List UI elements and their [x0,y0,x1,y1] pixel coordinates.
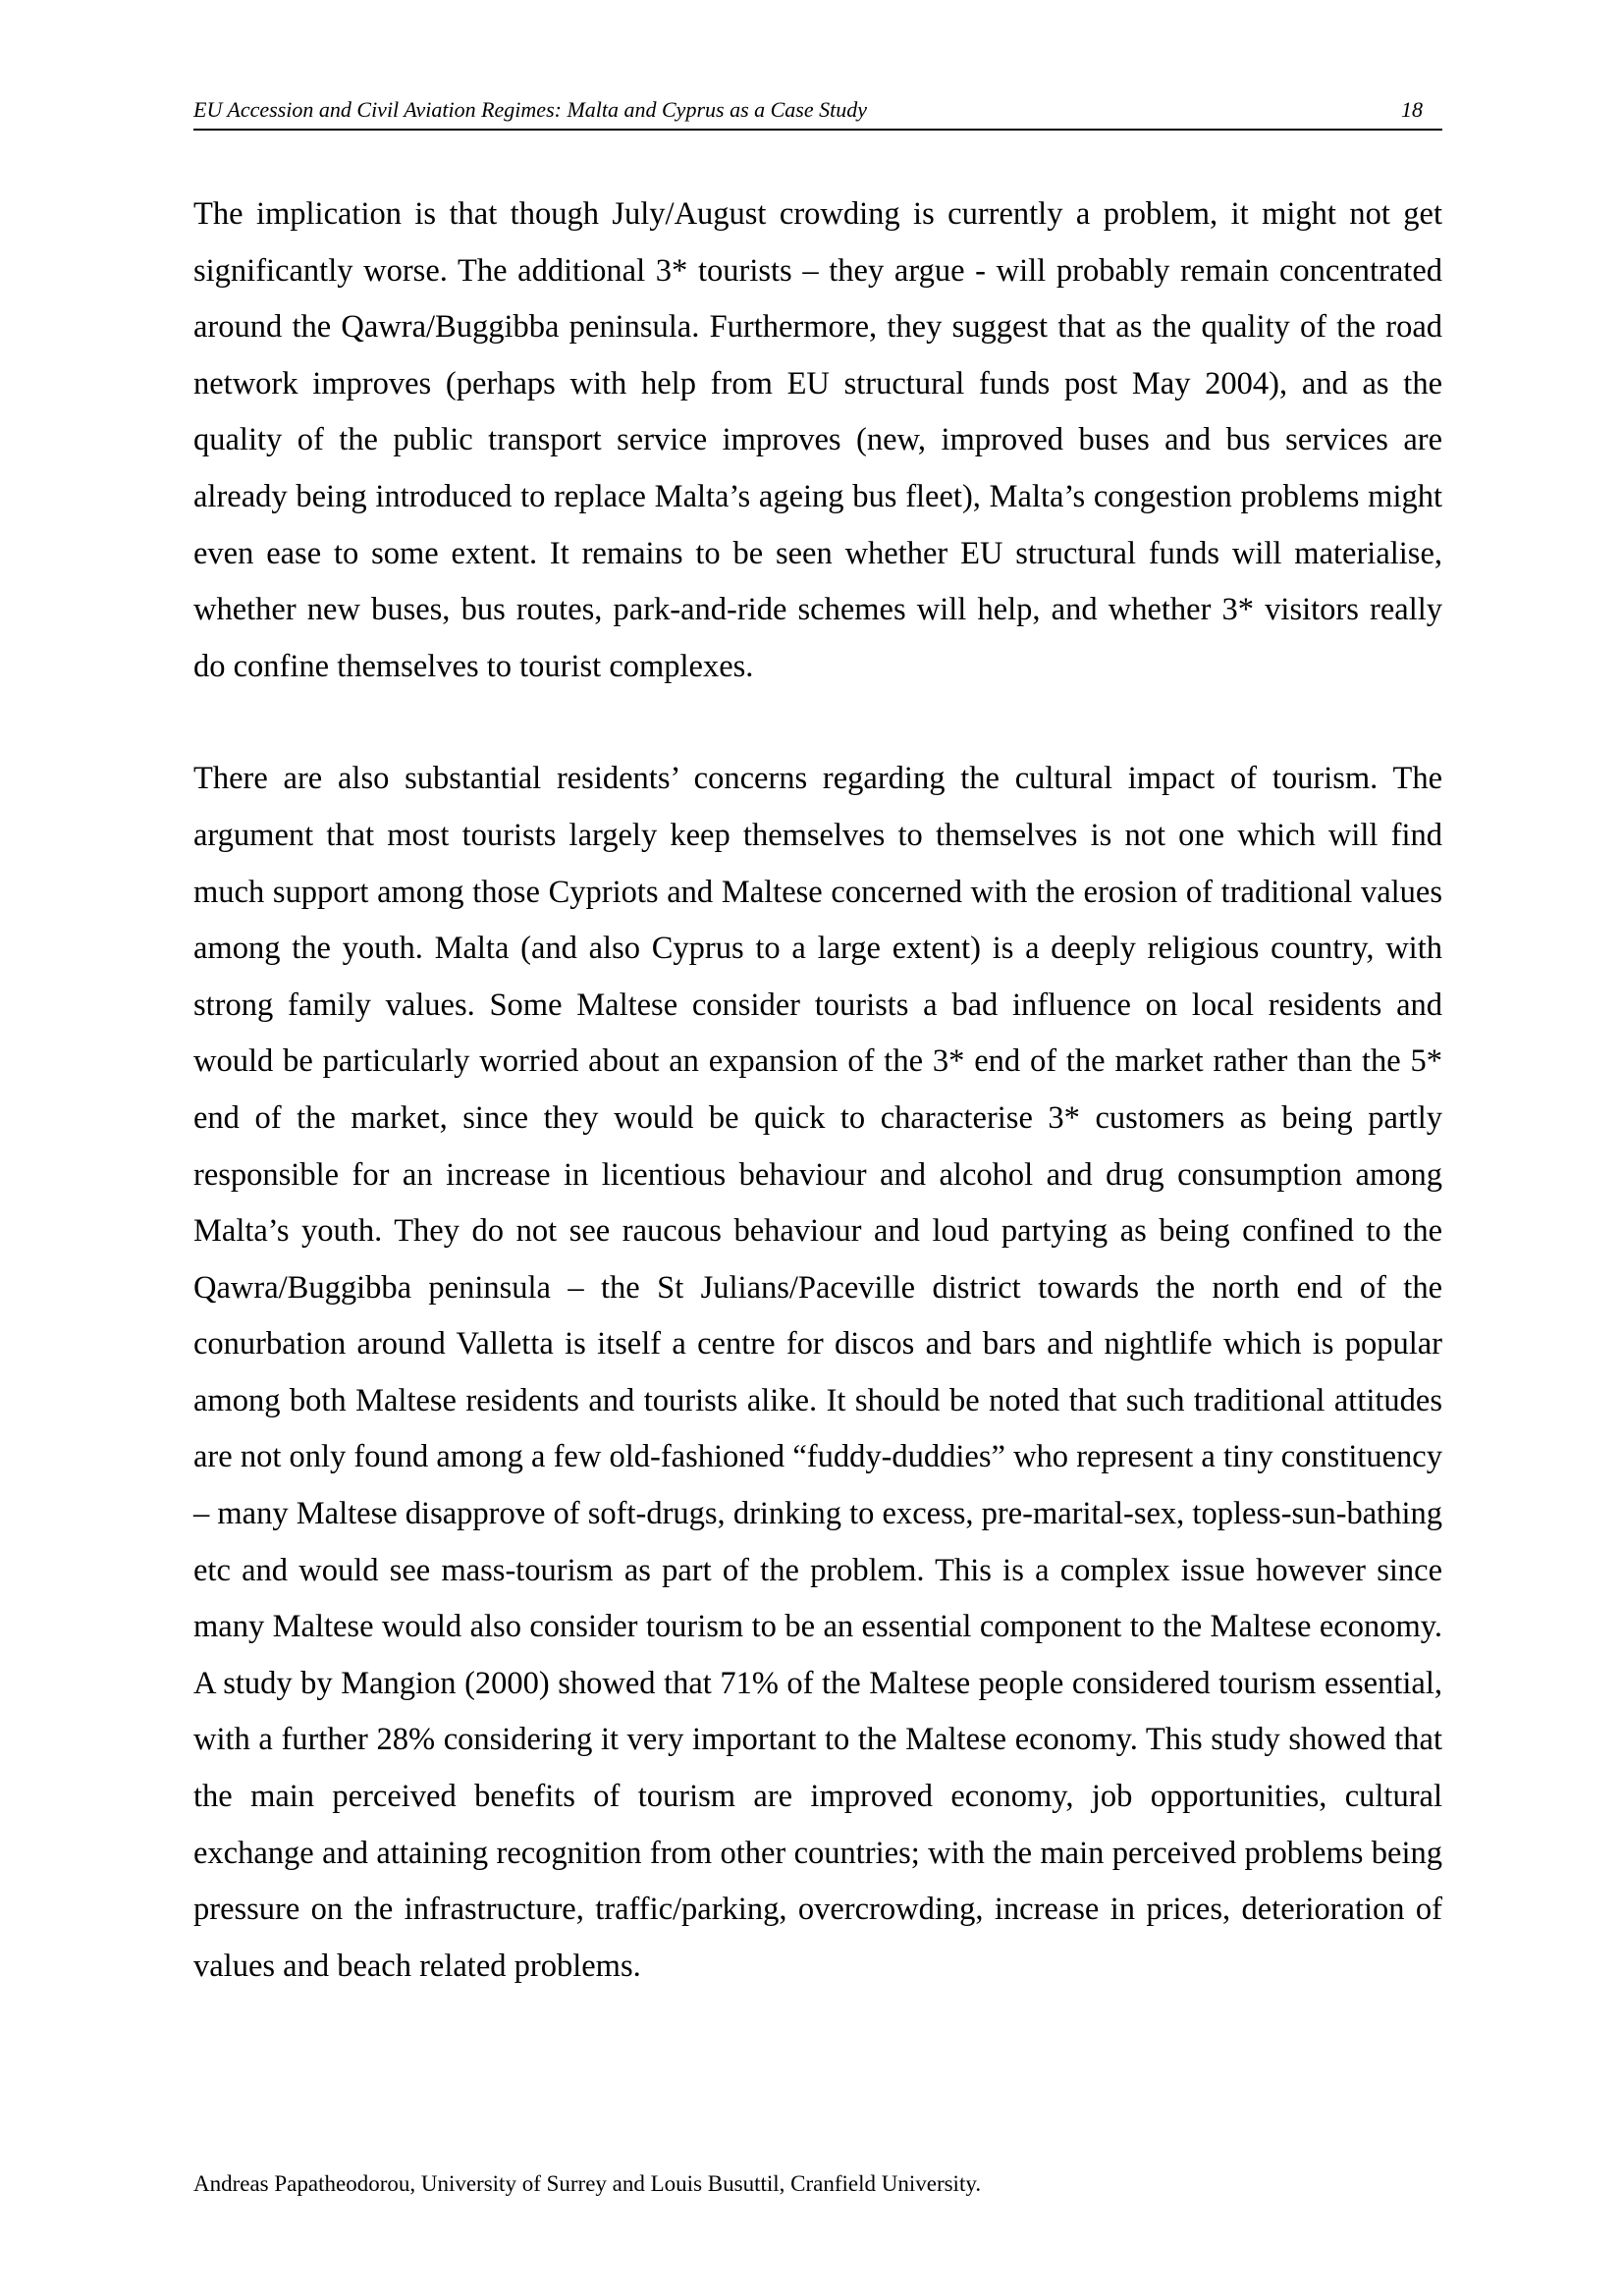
paragraph-cultural-impact: There are also substantial residents’ concerns regarding the cultural impact of tourism. The argument that most tourists largely keep themselves to themselves is not one which will find much support among those Cypriots and Maltese concerned with the erosion of traditional values among the youth. Malta (and also Cyprus to a large extent) is a deeply religious country, with strong family values. Some Maltese consider tourists a bad influence on local residents and would be particularly worried about an expansion of the 3* end of the market rather than the 5* end of the market, since they would be quick to characterise 3* customers as being partly responsible for an increase in licentious behaviour and alcohol and drug consumption among Malta’s youth. They do not see raucous behaviour and loud partying as being confined to the Qawra/Buggibba peninsula – the St Julians/Paceville district towards the north end of the conurbation around Valletta is itself a centre for discos and bars and nightlife which is popular among both Maltese residents and tourists alike. It should be noted that such traditional attitudes are not only found among a few old-fashioned “fuddy-duddies” who represent a tiny constituency – many Maltese disapprove of soft-drugs, drinking to excess, pre-marital-sex, topless-sun-bathing etc and would see mass-tourism as part of the problem. This is a complex issue however since many Maltese would also consider tourism to be an essential component to the Maltese economy. A study by Mangion (2000) showed that 71% of the Maltese people considered tourism essential, with a further 28% considering it very important to the Maltese economy. This study showed that the main perceived benefits of tourism are improved economy, job opportunities, cultural exchange and attaining recognition from other countries; with the main perceived problems being pressure on the infrastructure, traffic/parking, overcrowding, increase in prices, deterioration of values and beach related problems. [193,761,1442,1984]
running-header [193,91,1442,131]
body-text [193,187,1442,1995]
header-title: EU Accession and Civil Aviation Regimes: Malta and Cyprus as a Case Study [193,97,868,122]
paragraph-congestion: The implication is that though July/August crowding is currently a problem, it might not get significantly worse. The additional 3* tourists – they argue - will probably remain concentrated around the Qawra/Buggibba peninsula. Furthermore, they suggest that as the quality of the road network improves (perhaps with help from EU structural funds post May 2004), and as the quality of the public transport service improves (new, improved buses and bus services are already being introduced to replace Malta’s ageing bus fleet), Malta’s congestion problems might even ease to some extent. It remains to be seen whether EU structural funds will materialise, whether new buses, bus routes, park-and-ride schemes will help, and whether 3* visitors really do confine themselves to tourist complexes. [193,196,1442,684]
footer-authors: Andreas Papatheodorou, University of Surrey and Louis Busuttil, Cranfield University. [193,2171,982,2196]
page-number: 18 [1401,97,1423,122]
